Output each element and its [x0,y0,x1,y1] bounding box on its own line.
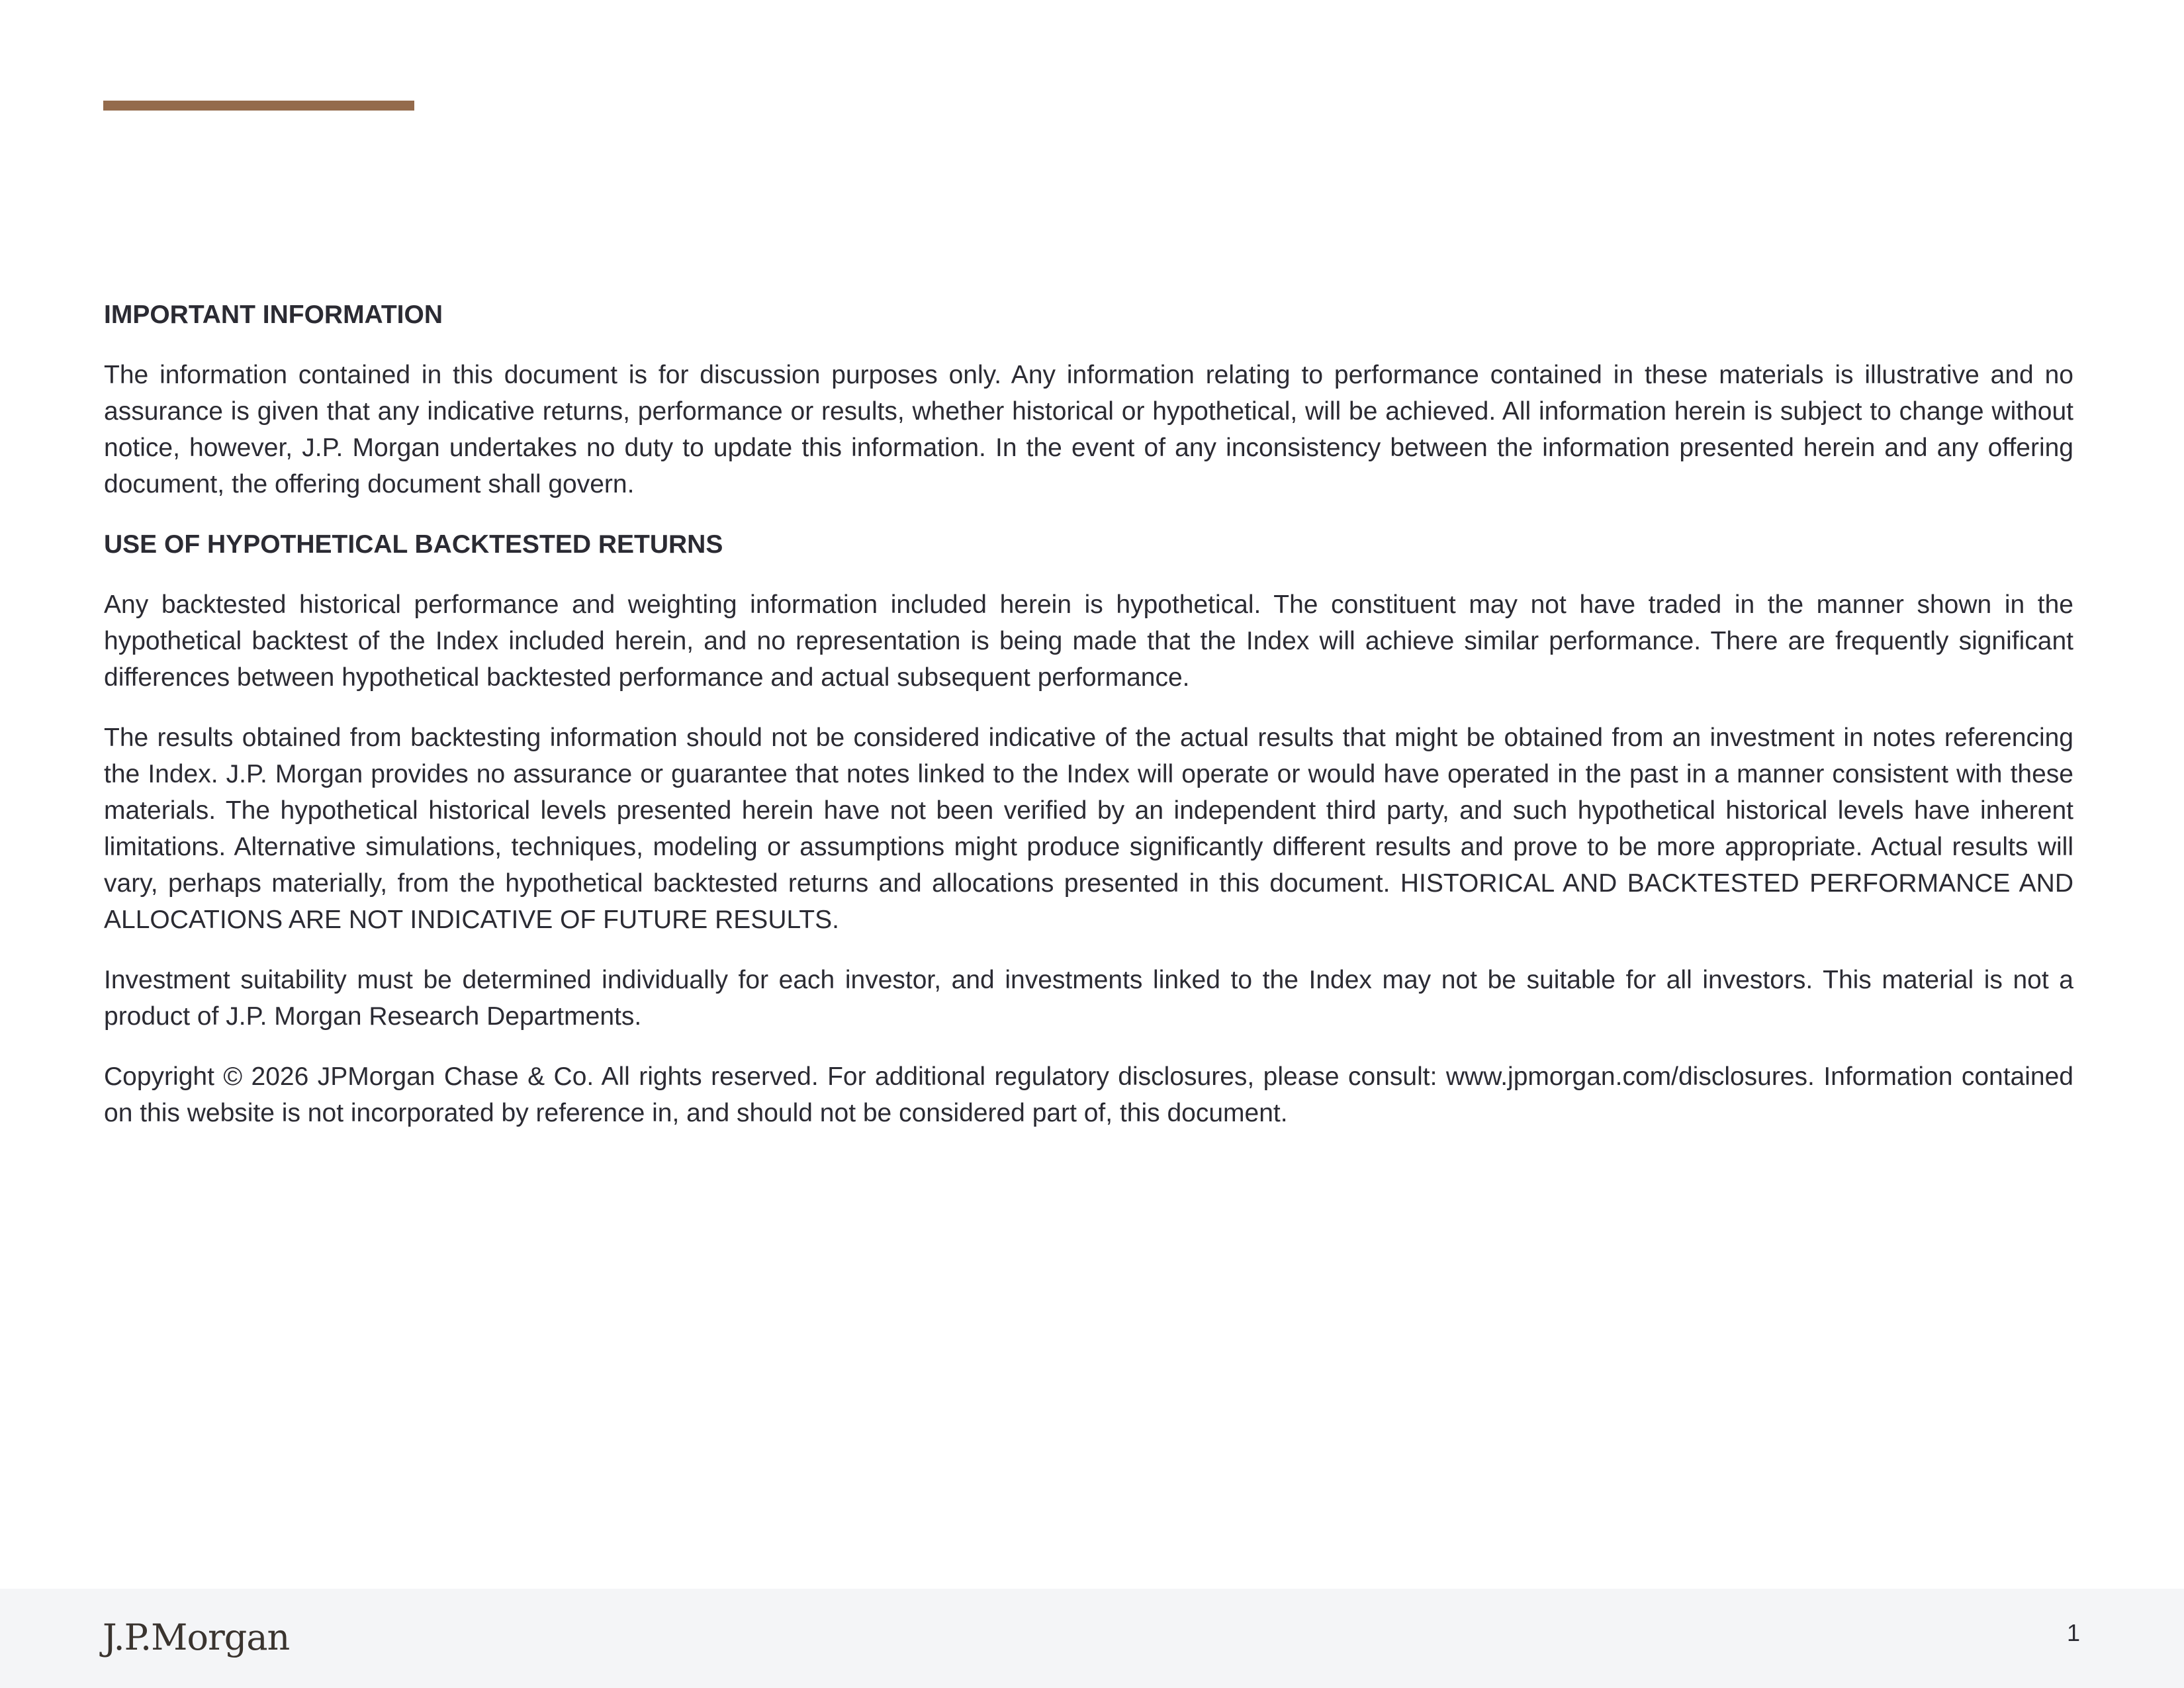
suitability-paragraph: Investment suitability must be determined individually for each investor, and investments linked to the Index may not be suitable for all investors. This material is not a product of J.P. Morgan Research Departments. [104,966,2073,1031]
jpmorgan-logo: J.P.Morgan [103,1617,290,1658]
important-information-heading: IMPORTANT INFORMATION [104,301,443,329]
accent-bar [103,101,414,111]
copyright-paragraph: Copyright © 2026 JPMorgan Chase & Co. All rights reserved. For additional regulatory disclosures, please consult: www.jpmorgan.com/disclosures. Information contained on this website is not incorporated by reference in, and should not be considered part of, this document. [104,1062,2073,1127]
page-footer [0,1589,2184,1688]
backtested-paragraph-2: The results obtained from backtesting information should not be considered indicative of the actual results that might be obtained from an investment in notes referencing the Index. J.P. Morgan provides no assurance or guarantee that notes linked to the Index will operate or would have operated in the past in a manner consistent with these materials. The hypothetical historical levels presented herein have not been verified by an independent third party, and such hypothetical historical levels have inherent limitations. Alternative simulations, techniques, modeling or assumptions might produce significantly different results and prove to be more appropriate. Actual results will vary, perhaps materially, from the hypothetical backtested returns and allocations presented in this document. HISTORICAL AND BACKTESTED PERFORMANCE AND ALLOCATIONS ARE NOT INDICATIVE OF FUTURE RESULTS. [104,724,2073,934]
backtested-paragraph-1: Any backtested historical performance and weighting information included herein is hypothetical. The constituent may not have traded in the manner shown in the hypothetical backtest of the Index included herein, and no representation is being made that the Index will achieve similar performance. There are frequently significant differences between hypothetical backtested performance and actual subsequent performance. [104,590,2073,692]
page-number: 1 [2066,1619,2080,1646]
important-information-paragraph: The information contained in this document is for discussion purposes only. Any information relating to performance contained in these materials is illustrative and no assurance is given that any indicative returns, performance or results, whether historical or hypothetical, will be achieved. All information herein is subject to change without notice, however, J.P. Morgan undertakes no duty to update this information. In the event of any inconsistency between the information presented herein and any offering document, the offering document shall govern. [104,361,2073,498]
disclosure-content [104,297,2073,1155]
backtested-returns-heading: USE OF HYPOTHETICAL BACKTESTED RETURNS [104,530,723,559]
